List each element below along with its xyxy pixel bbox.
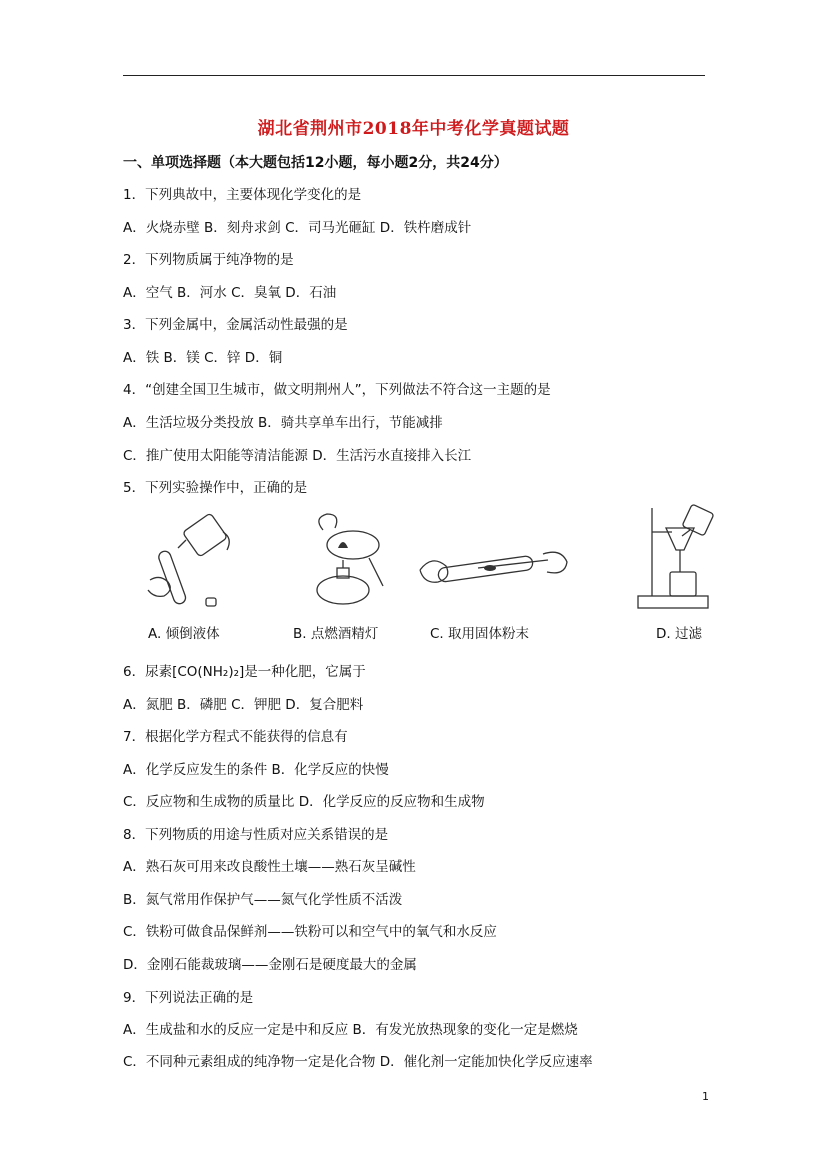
- figure-a: [128, 510, 258, 642]
- powder-sampling-illustration: [418, 510, 578, 620]
- figure-c-caption: C. 取用固体粉末: [430, 626, 530, 642]
- question-8: 8．下列物质的用途与性质对应关系错误的是: [123, 827, 389, 843]
- figure-c: [418, 510, 578, 642]
- question-1-options: A．火烧赤壁 B．刻舟求剑 C．司马光砸缸 D．铁杵磨成针: [123, 220, 472, 236]
- question-7: 7．根据化学方程式不能获得的信息有: [123, 729, 348, 745]
- question-6-options: A．氮肥 B．磷肥 C．钾肥 D．复合肥料: [123, 697, 364, 713]
- question-5: 5．下列实验操作中，正确的是: [123, 480, 308, 496]
- filtration-illustration: [608, 510, 728, 620]
- question-6: 6．尿素[CO(NH₂)₂]是一种化肥，它属于: [123, 664, 366, 680]
- question-8-option-a: A．熟石灰可用来改良酸性土壤——熟石灰呈碱性: [123, 859, 416, 875]
- question-8-option-b: B．氮气常用作保护气——氮气化学性质不活泼: [123, 892, 403, 908]
- question-5-figures: [128, 510, 728, 645]
- question-3-options: A．铁 B．镁 C．锌 D．铜: [123, 350, 283, 366]
- question-3: 3．下列金属中，金属活动性最强的是: [123, 317, 348, 333]
- question-9: 9．下列说法正确的是: [123, 990, 254, 1006]
- figure-b-caption: B. 点燃酒精灯: [293, 626, 379, 642]
- question-4-options-cd: C．推广使用太阳能等清洁能源 D．生活污水直接排入长江: [123, 448, 472, 464]
- question-4-options-ab: A．生活垃圾分类投放 B．骑共享单车出行，节能减排: [123, 415, 443, 431]
- page-number: 1: [702, 1090, 709, 1103]
- question-7-options-cd: C．反应物和生成物的质量比 D．化学反应的反应物和生成物: [123, 794, 485, 810]
- figure-b: [283, 510, 413, 642]
- alcohol-lamp-illustration: [283, 510, 413, 620]
- question-2: 2．下列物质属于纯净物的是: [123, 252, 294, 268]
- figure-d-caption: D. 过滤: [656, 626, 702, 642]
- question-8-option-d: D．金刚石能裁玻璃——金刚石是硬度最大的金属: [123, 957, 417, 973]
- question-2-options: A．空气 B．河水 C．臭氧 D．石油: [123, 285, 337, 301]
- question-8-option-c: C．铁粉可做食品保鲜剂——铁粉可以和空气中的氧气和水反应: [123, 924, 497, 940]
- header-rule: [123, 75, 705, 76]
- question-9-options-ab: A．生成盐和水的反应一定是中和反应 B．有发光放热现象的变化一定是燃烧: [123, 1022, 578, 1038]
- question-7-options-ab: A．化学反应发生的条件 B．化学反应的快慢: [123, 762, 389, 778]
- question-4: 4．“创建全国卫生城市，做文明荆州人”，下列做法不符合这一主题的是: [123, 382, 551, 398]
- question-1: 1．下列典故中，主要体现化学变化的是: [123, 187, 362, 203]
- question-9-options-cd: C．不同种元素组成的纯净物一定是化合物 D．催化剂一定能加快化学反应速率: [123, 1054, 593, 1070]
- figure-a-caption: A. 倾倒液体: [148, 626, 220, 642]
- figure-d: [608, 510, 728, 642]
- section-heading: 一、单项选择题（本大题包括12小题，每小题2分，共24分）: [123, 155, 508, 171]
- pouring-liquid-illustration: [128, 510, 258, 620]
- page-title: 湖北省荆州市2018年中考化学真题试题: [257, 119, 570, 139]
